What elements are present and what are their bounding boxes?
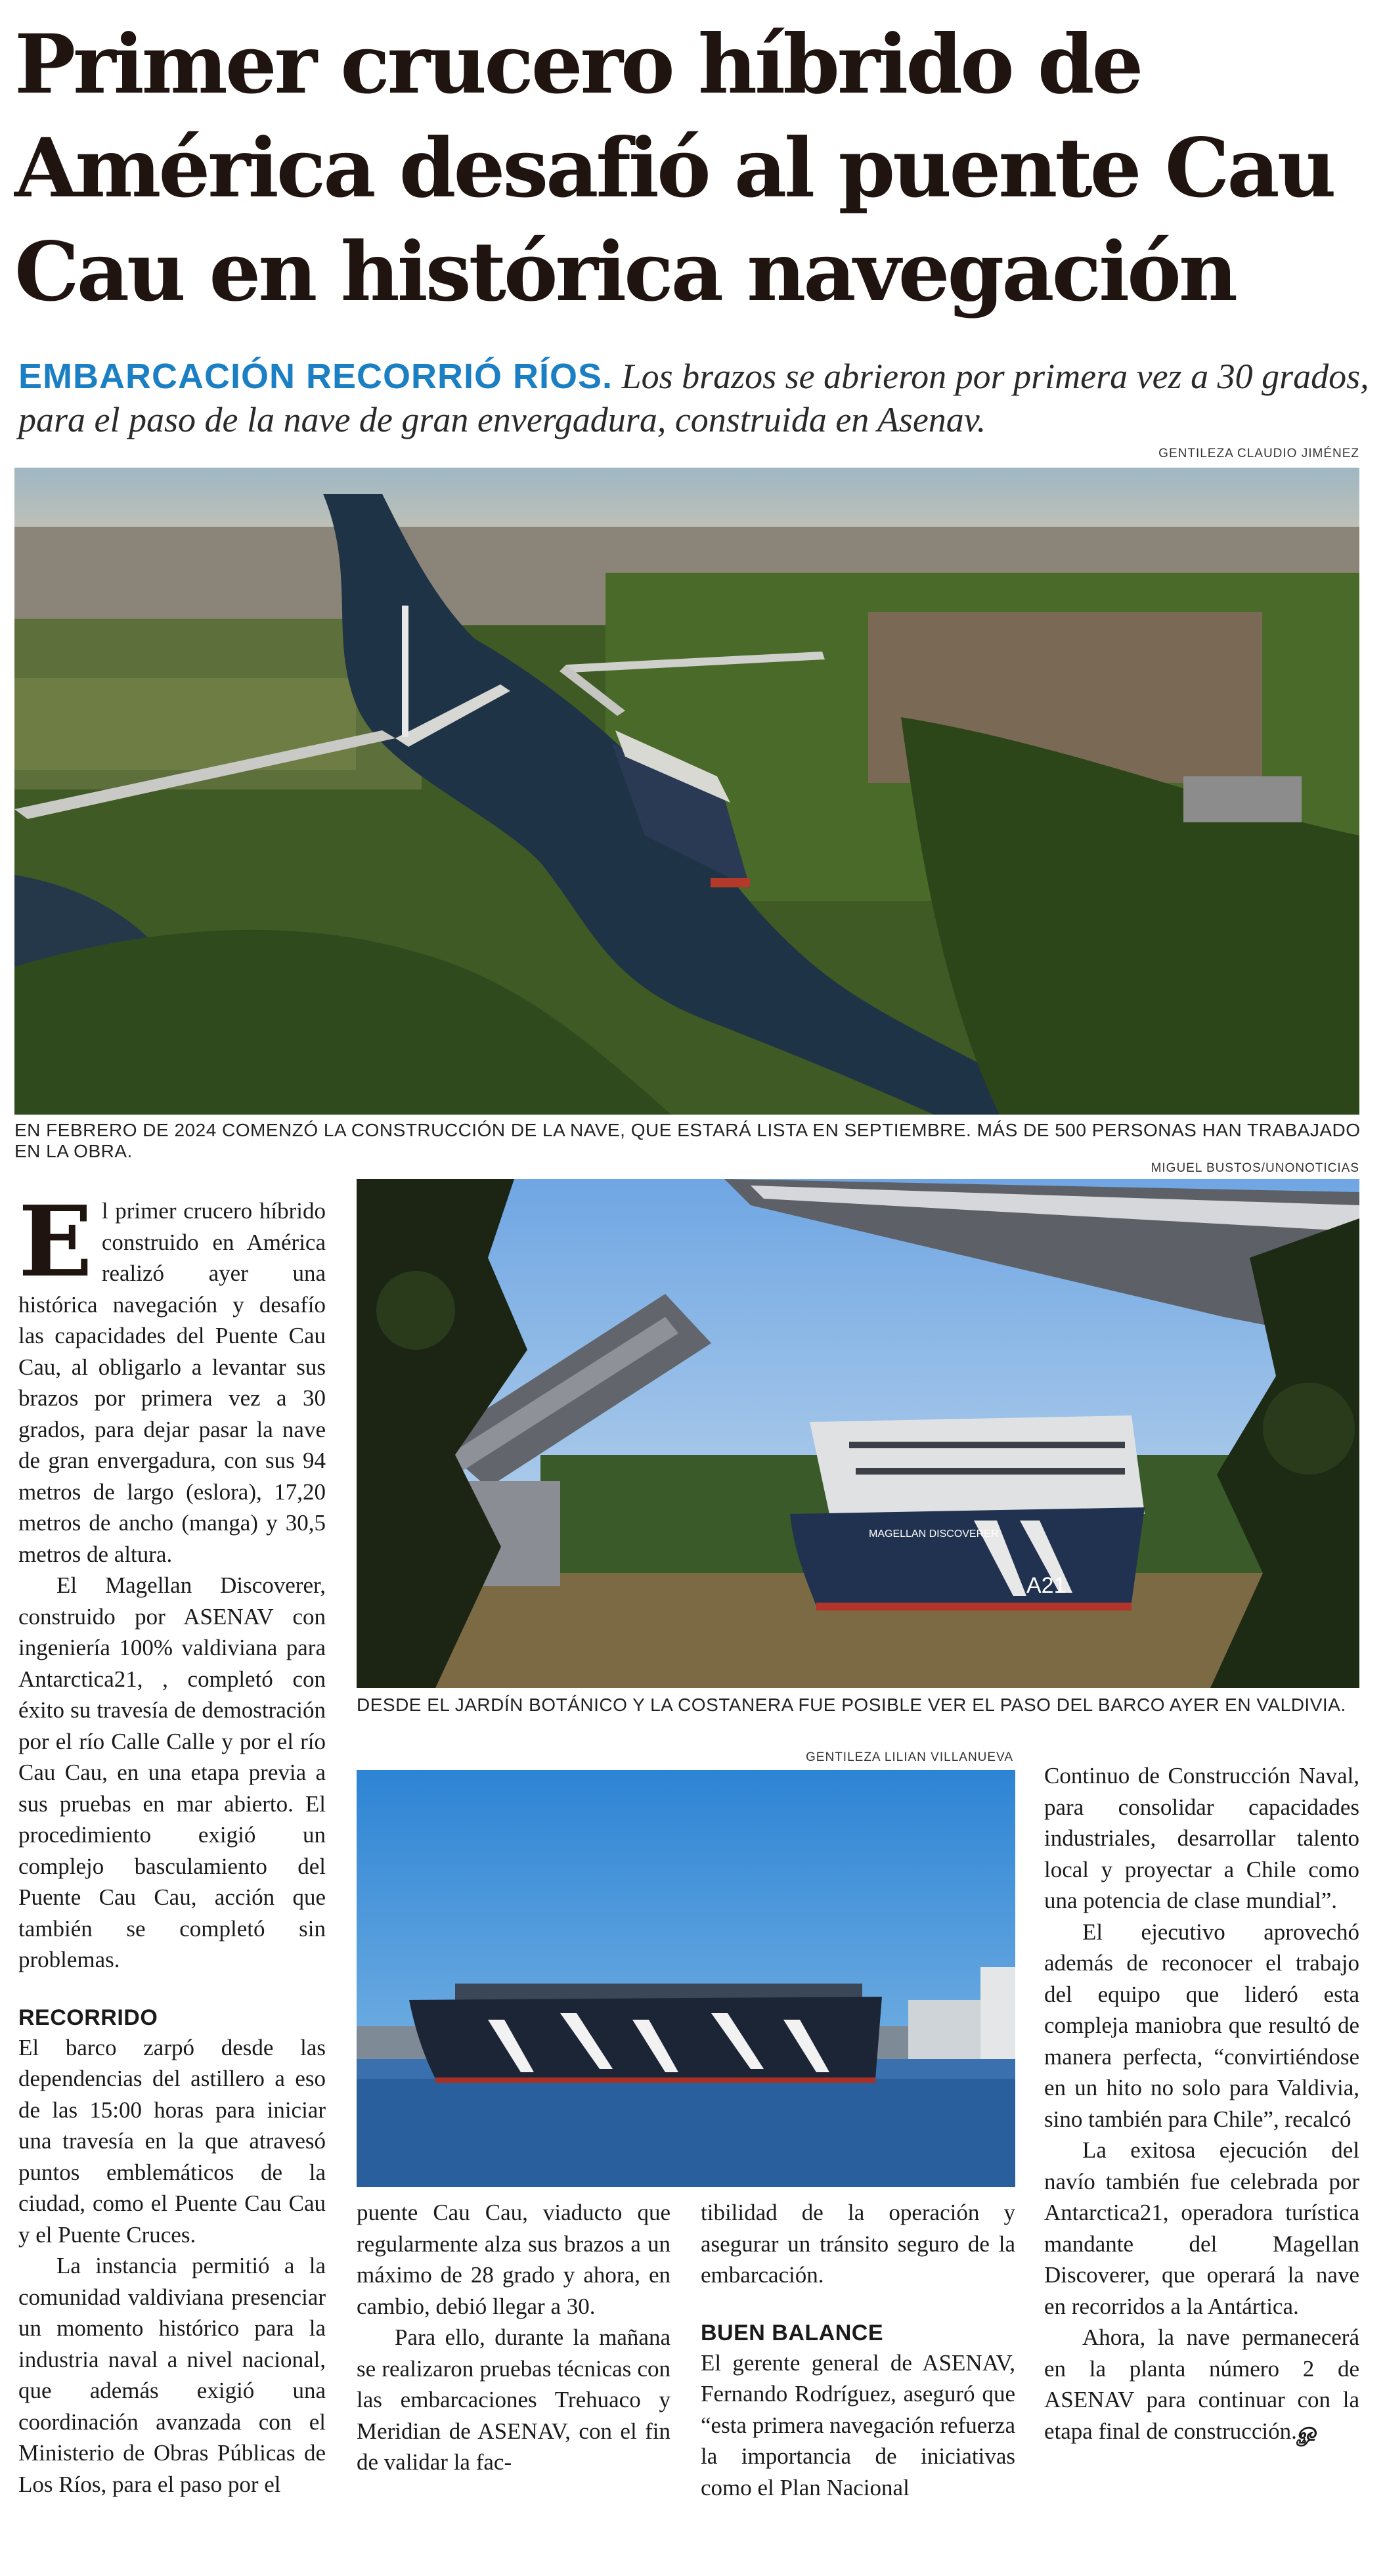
photo1-caption: EN FEBRERO DE 2024 COMENZÓ LA CONSTRUCCIÓN DE LA NAVE, QUE ESTARÁ LISTA EN SEPTIEMBRE. MÁS DE 500 PERSONAS HAN TRABAJADO EN LA OBRA. bbox=[14, 1120, 1361, 1161]
body-paragraph: tibilidad de la operación y asegurar un tránsito seguro de la embarcación. bbox=[701, 2200, 1015, 2288]
body-paragraph: El ejecutivo aprovechó además de reconocer el trabajo del equipo que lideró esta compleja maniobra que resultó de manera perfecta, “convirtiéndose en un hito no solo para Valdivia, sino también para Chile”, recalcó bbox=[1044, 1919, 1359, 2132]
body-paragraph: El Magellan Discoverer, construido por ASENAV con ingeniería 100% valdiviana para Antarctica21, , completó con éxito su travesía de demostración por el río Calle Calle y por el río Cau Cau, en una etapa previa a sus pruebas en mar abierto. El procedimiento exigió un complejo basculamiento del Puente Cau Cau, acción que también se completó sin problemas. bbox=[18, 1572, 326, 1972]
deck-text: Los brazos se abrieron por primera vez a 30 grados, para el paso de la nave de gran envergadura, construida en Asenav. bbox=[18, 357, 1369, 439]
body-column-2 bbox=[357, 2197, 671, 2478]
photo1-credit: GENTILEZA CLAUDIO JIMÉNEZ bbox=[1158, 447, 1359, 460]
ship-name-text: MAGELLAN DISCOVERER bbox=[869, 1528, 999, 1540]
body-paragraph: El barco zarpó desde las dependencias del astillero a eso de las 15:00 horas para iniciar una travesía en la que atravesó puntos emblemáticos de la ciudad, como el Puente Cau Cau y el Puente Cruces. bbox=[18, 2034, 326, 2248]
aerial-river-photo bbox=[14, 468, 1359, 1115]
closing-paragraph-text: Ahora, la nave permanecerá en la planta número 2 de ASENAV para continuar con la etapa final de construcción. bbox=[1044, 2324, 1359, 2444]
subhead-recorrido: RECORRIDO bbox=[18, 2005, 158, 2030]
body-paragraph: Para ello, durante la mañana se realizaron pruebas técnicas con las embarcaciones Trehuaco y Meridian de ASENAV, con el fin de validar la fac- bbox=[357, 2324, 671, 2475]
drop-cap: E bbox=[18, 1184, 93, 1299]
photo3-credit: GENTILEZA LILIAN VILLANUEVA bbox=[806, 1750, 1013, 1764]
subhead-buen-balance: BUEN BALANCE bbox=[701, 2320, 883, 2345]
body-column-4 bbox=[1044, 1760, 1359, 2447]
body-paragraph: La exitosa ejecución del navío también fue celebrada por Antarctica21, operadora turística mandante del Magellan Discoverer, que operará la nave en recorridos a la Antártica. bbox=[1044, 2137, 1359, 2319]
body-paragraph: La instancia permitió a la comunidad valdiviana presenciar un momento histórico para la industria naval a nivel nacional, que además exigió una coordinación avanzada con el Ministerio de Obras Públicas de Los Ríos, para el paso por el bbox=[18, 2253, 326, 2497]
body-paragraph: puente Cau Cau, viaducto que regularmente alza sus brazos a un máximo de 28 grado y ahora, en cambio, debió llegar a 30. bbox=[357, 2200, 671, 2319]
photo2-caption: DESDE EL JARDÍN BOTÁNICO Y LA COSTANERA FUE POSIBLE VER EL PASO DEL BARCO AYER EN VALDIVIA. bbox=[357, 1695, 1346, 1715]
ship-on-water-photo bbox=[357, 1770, 1015, 2187]
body-paragraph bbox=[1044, 2322, 1359, 2447]
headline: Primer crucero híbrido de América desafió al puente Cau Cau en histórica navegación bbox=[14, 17, 1334, 320]
ship-bridge-photo bbox=[357, 1179, 1359, 1688]
deck bbox=[18, 355, 1371, 441]
body-paragraph: l primer crucero híbrido construido en América realizó ayer una histórica navegación y desafío las capacidades del Puente Cau Cau, al obligarlo a levantar sus brazos por primera vez a 30 grados, para dejar pasar la nave de gran envergadura, con sus 94 metros de largo (eslora), 17,20 metros de ancho (manga) y 30,5 metros de altura. bbox=[18, 1198, 326, 1567]
body-paragraph: Continuo de Construcción Naval, para consolidar capacidades industriales, desarrollar talento local y proyectar a Chile como una potencia de clase mundial”. bbox=[1044, 1763, 1359, 1913]
deck-kicker: EMBARCACIÓN RECORRIÓ RÍOS. bbox=[18, 357, 613, 396]
end-mark: ௐ bbox=[1296, 2417, 1320, 2445]
body-column-1 bbox=[18, 1184, 326, 2500]
hull-mark-text: A21 bbox=[1026, 1573, 1066, 1598]
photo2-credit: MIGUEL BUSTOS/UNONOTICIAS bbox=[1151, 1161, 1359, 1175]
body-column-3 bbox=[701, 2197, 1015, 2503]
body-paragraph: El gerente general de ASENAV, Fernando Rodríguez, aseguró que “esta primera navegación refuerza la importancia de iniciativas como el Plan Nacional bbox=[701, 2349, 1015, 2500]
